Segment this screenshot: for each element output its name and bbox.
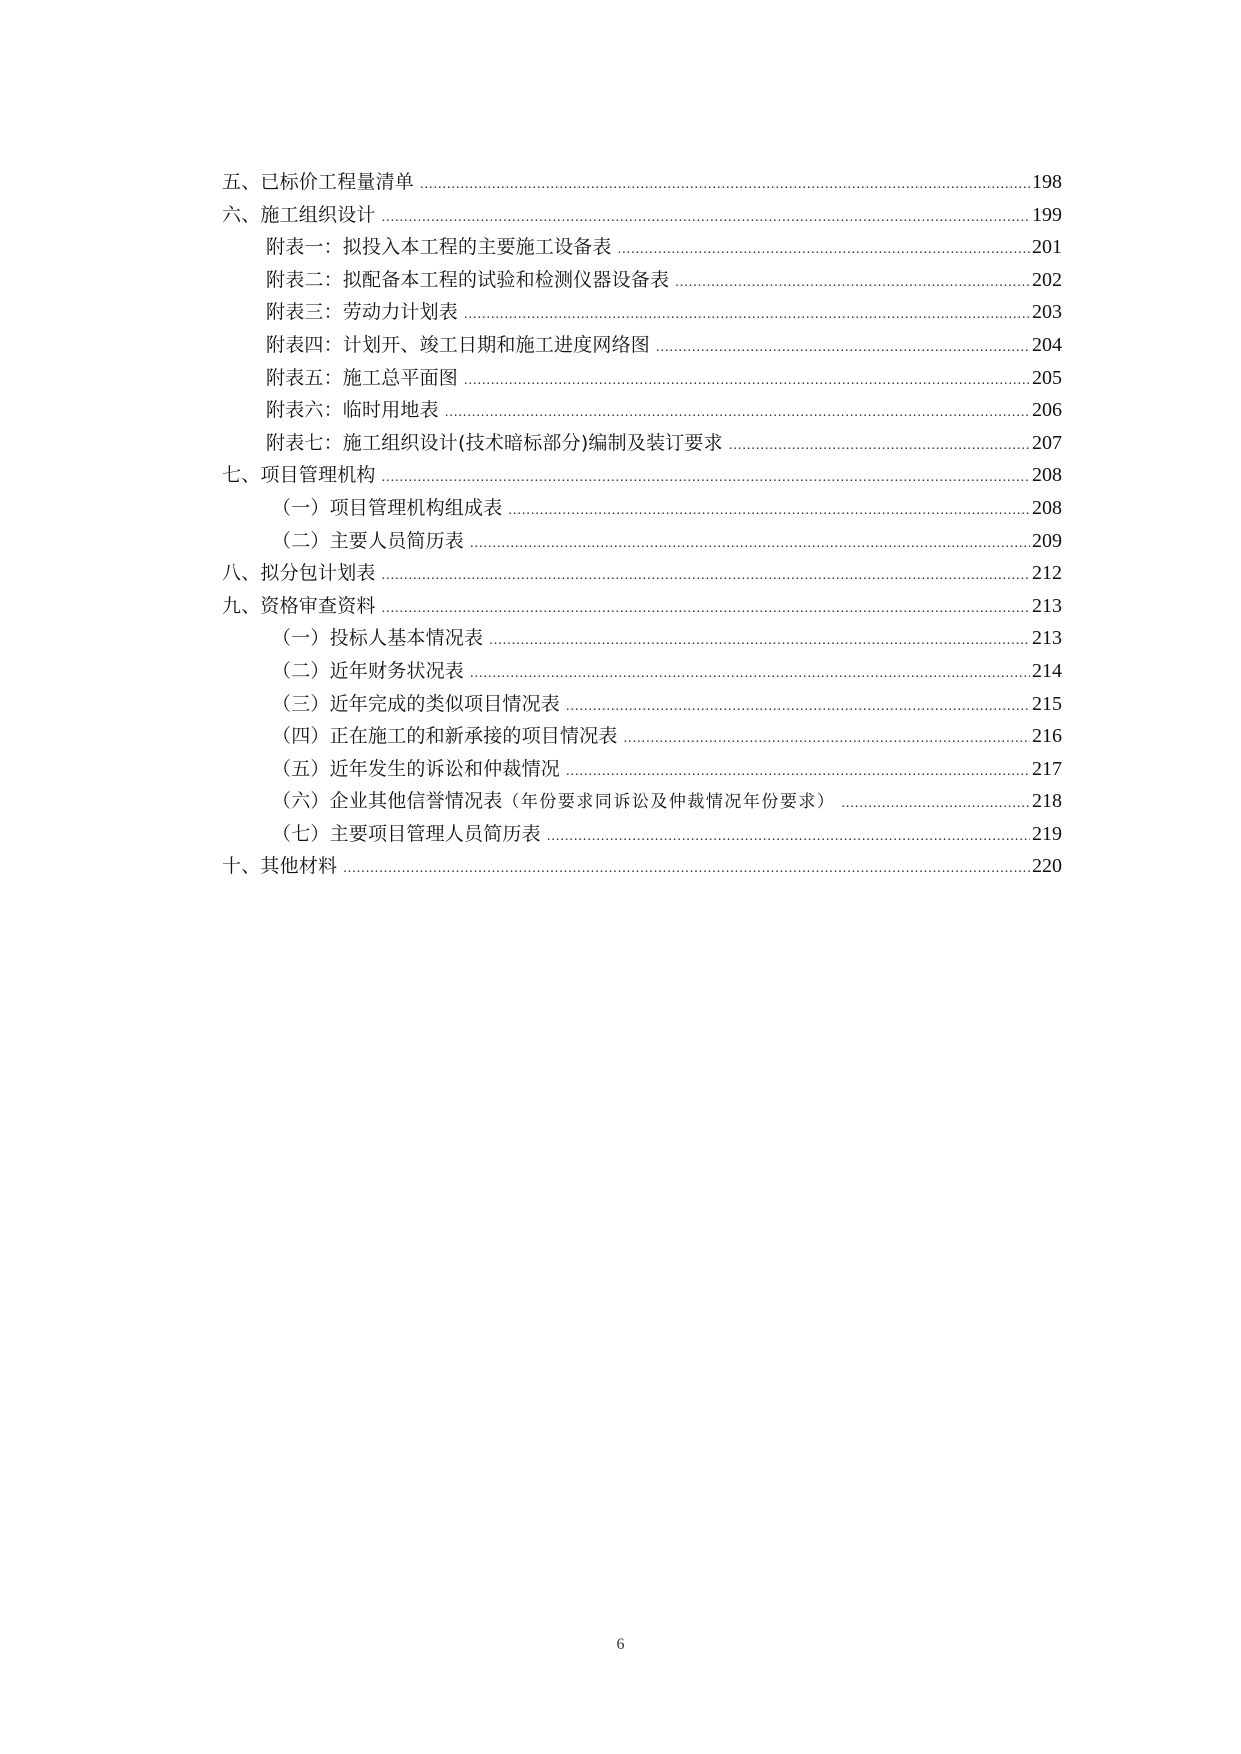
toc-entry-page: 218 [1032,790,1062,813]
toc-entry-title: 附表六：临时用地表 [266,399,439,422]
toc-leader-dots [566,691,1030,724]
toc-entry-title: 七、项目管理机构 [222,464,376,487]
toc-entry[interactable] [222,850,1062,883]
toc-entry-page: 198 [1032,171,1062,193]
page-number: 6 [616,1636,625,1653]
toc-entry-title: （三）近年完成的类似项目情况表 [272,692,561,715]
toc-leader-dots [841,788,1030,821]
toc-entry[interactable] [222,753,1062,786]
toc-entry-page: 201 [1032,236,1062,259]
toc-entry-page: 204 [1032,333,1062,356]
toc-leader-dots [566,756,1030,789]
toc-entry-title: 附表二：拟配备本工程的试验和检测仪器设备表 [266,268,670,291]
toc-entry-page: 214 [1032,659,1062,682]
toc-entry-page: 220 [1032,855,1062,878]
toc-entry-title: （一）投标人基本情况表 [272,627,484,650]
toc-entry-title: 八、拟分包计划表 [222,562,376,585]
toc-entry[interactable] [222,590,1062,623]
toc-entry-page: 215 [1032,692,1062,715]
toc-leader-dots [470,528,1030,561]
toc-entry-page: 209 [1032,529,1062,552]
toc-entry-page: 202 [1032,268,1062,291]
toc-entry-title: 附表五：施工总平面图 [266,366,459,389]
toc-leader-dots [464,365,1030,398]
toc-leader-dots [656,332,1030,365]
toc-entry-page: 207 [1032,431,1062,454]
toc-entry[interactable] [222,818,1062,851]
toc-leader-dots [382,560,1030,593]
toc-leader-dots [420,169,1030,202]
toc-entry-page: 199 [1032,203,1062,226]
toc-entry[interactable] [222,231,1062,264]
toc-entry-page: 205 [1032,366,1062,389]
toc-entry-title: 附表一：拟投入本工程的主要施工设备表 [266,236,612,259]
toc-entry-page: 213 [1032,594,1062,617]
toc-entry-title: 附表三：劳动力计划表 [266,301,459,324]
toc-leader-dots [624,723,1030,756]
toc-entry-page: 212 [1032,562,1062,585]
toc-leader-dots [675,267,1030,300]
toc-entry-title: （一）项目管理机构组成表 [272,496,503,519]
toc-entry-title: （二）近年财务状况表 [272,659,465,682]
toc-entry[interactable] [222,459,1062,492]
toc-leader-dots [382,462,1030,495]
toc-entry-title: （二）主要人员简历表 [272,529,465,552]
toc-leader-dots [470,658,1030,691]
toc-leader-dots [618,234,1030,267]
toc-entry[interactable] [222,427,1062,460]
toc-entry[interactable] [222,166,1062,199]
toc-entry-page: 213 [1032,627,1062,650]
toc-entry[interactable] [222,394,1062,427]
toc-entry-title: （七）主要项目管理人员简历表 [272,822,541,845]
toc-entry-title: 九、资格审查资料 [222,594,376,617]
toc-leader-dots [382,593,1030,626]
toc-entry[interactable] [222,296,1062,329]
toc-entry-title: 五、已标价工程量清单 [222,171,415,193]
toc-leader-dots [508,495,1030,528]
toc-entry[interactable] [222,525,1062,558]
toc-entry[interactable] [222,362,1062,395]
toc-entry[interactable] [222,329,1062,362]
toc-entry[interactable] [222,785,1062,818]
toc-entry-title-note: （年份要求同诉讼及仲裁情况年份要求） [502,792,836,813]
toc-entry-title [272,785,835,819]
toc-entry-page: 206 [1032,399,1062,422]
toc-entry[interactable] [222,199,1062,232]
toc-entry-title: （四）正在施工的和新承接的项目情况表 [272,725,618,748]
toc-leader-dots [445,397,1030,430]
toc-entry-page: 216 [1032,725,1062,748]
toc-entry-title: 附表七：施工组织设计(技术暗标部分)编制及装订要求 [266,431,723,454]
toc-entry-title-main: （六）企业其他信誉情况表 [272,790,503,813]
toc-entry[interactable] [222,655,1062,688]
toc-leader-dots [489,625,1030,658]
toc-entry-title: 六、施工组织设计 [222,203,376,226]
toc-entry[interactable] [222,720,1062,753]
toc-entry-title: 十、其他材料 [222,855,338,878]
toc-entry-page: 217 [1032,757,1062,780]
toc-leader-dots [547,821,1030,854]
toc-leader-dots [382,202,1030,235]
toc-leader-dots [464,299,1030,332]
toc-leader-dots [729,430,1030,463]
toc-entry[interactable] [222,688,1062,721]
toc-entry[interactable] [222,557,1062,590]
toc-entry-page: 208 [1032,464,1062,487]
toc-entry[interactable] [222,622,1062,655]
toc-entry[interactable] [222,264,1062,297]
toc-entry-title: 附表四：计划开、竣工日期和施工进度网络图 [266,333,651,356]
toc-entry-title: （五）近年发生的诉讼和仲裁情况 [272,757,561,780]
table-of-contents [222,166,1062,883]
toc-entry-page: 219 [1032,822,1062,845]
toc-leader-dots [343,853,1030,886]
toc-entry-page: 203 [1032,301,1062,324]
toc-entry-page: 208 [1032,496,1062,519]
toc-entry[interactable] [222,492,1062,525]
